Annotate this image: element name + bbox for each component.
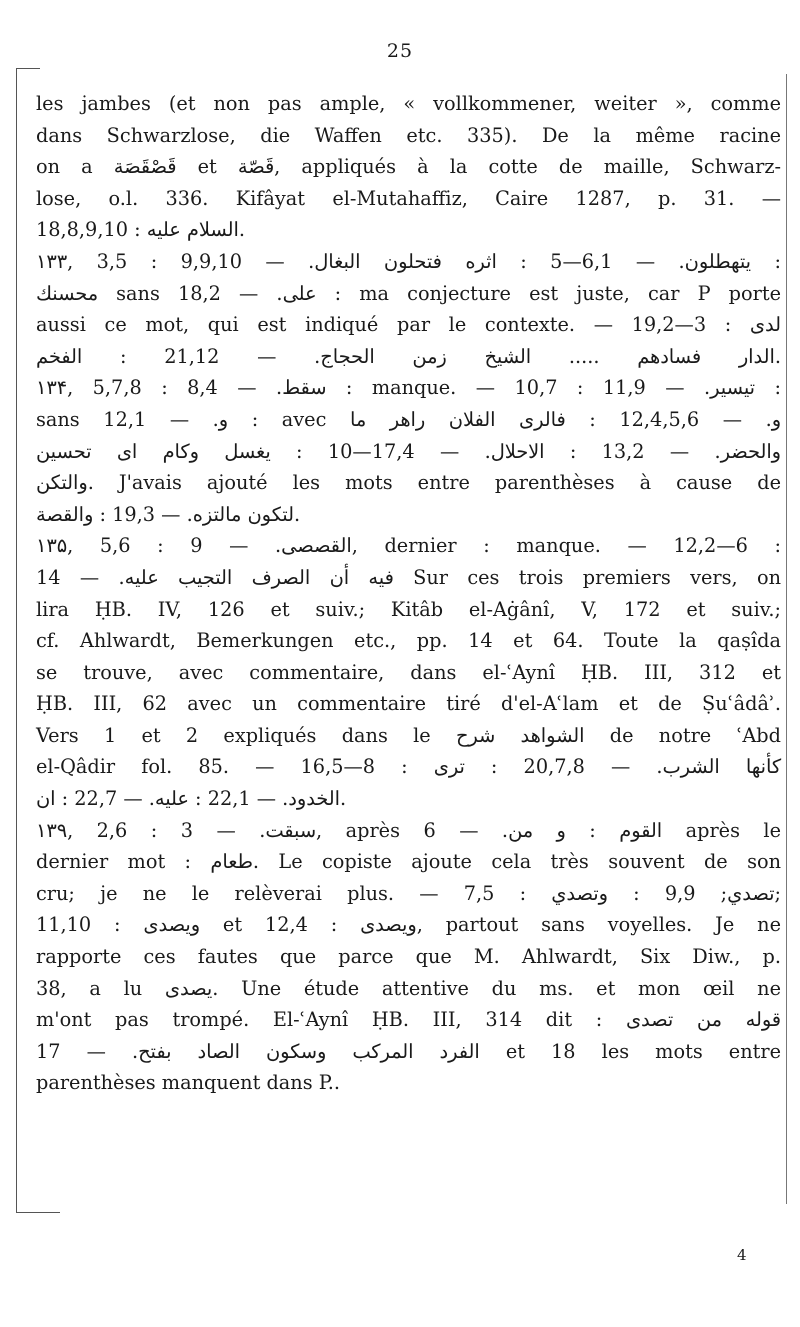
text-line: lira ḤB. IV, 126 et suiv.; Kitâb el-Aġânî, V, 172 et suiv.; bbox=[36, 597, 781, 621]
text-line: aussi ce mot, qui est indiqué par le contexte. — 19,2—3 : ﻟﺪﻯ bbox=[36, 313, 781, 337]
signature-mark: 4 bbox=[737, 1246, 747, 1264]
text-line: ﺍﻟﺪﺍﺭ ﻓﺴﺎﺩﻫﻢ ..... ﺍﻟﺸﻴﺦ ﺯﻣﻦ ﺍﻟﺤﺠﺎﺝ. — 21,12 : ﺍﻟﻔﺨﻢ. bbox=[36, 344, 781, 368]
text-line: 11,10 : ﻭﻳﺼﺪﻯ et 12,4 : ﻭﻳﺼﺪﻯ, partout sans voyelles. Je ne bbox=[36, 913, 781, 937]
text-line: dans Schwarzlose, die Waffen etc. 335). De la même racine bbox=[36, 123, 781, 147]
text-line: ﺍﻟﻔﺮﺩ ﺍﻟﻤﺮﻛﺐ ﻭﺳﻜﻮﻥ ﺍﻟﺼﺎﺩ ﺑﻔﺘﺢ. — 17 et 18 les mots entre bbox=[36, 1039, 781, 1063]
text-line: ﻓﻴﻪ ﺃﻥ ﺍﻟﺼﺮﻑ ﺍﻟﺘﺠﻴﺐ ﻋﻠﻴﻪ. — 14 Sur ces trois premiers vers, on bbox=[36, 565, 781, 589]
text-line: cf. Ahlwardt, Bemerkungen etc., pp. 14 et 64. Toute la qaṣîda bbox=[36, 629, 781, 653]
text-line: dernier mot : ﻃﻌﺎﻡ. Le copiste ajoute cela très souvent de son bbox=[36, 850, 781, 874]
frame-rule-top bbox=[16, 68, 40, 69]
text-line: ﻟﺘﻜﻮﻥ ﻣﺎﻟﺘﺰﻩ. — 19,3 : ﻭﺍﻟﻘﺼﺔ. bbox=[36, 502, 301, 526]
text-line: se trouve, avec commentaire, dans el-ʿAynî ḤB. III, 312 et bbox=[36, 660, 781, 684]
text-line: 18,8,9,10 : ﺍﻟﺴﻼﻡ ﻋﻠﻴﻪ. bbox=[36, 218, 245, 242]
frame-rule-bottom bbox=[16, 1212, 60, 1213]
text-line: cru; je ne le relèverai plus. — 7,5 : ﺗﺼﺪﻱ; 9,9 : ﻭﺗﺼﺪﻱ; bbox=[36, 881, 781, 905]
text-line: 38, a lu ﻳﺼﺪﻯ. Une étude attentive du ms. et mon œil ne bbox=[36, 976, 782, 1000]
text-line: ﻣﺤﺴﻨﻚ sans ﻋﻠﻰ. — 18,2 : ma conjecture est juste, car P porte bbox=[36, 281, 781, 305]
text-line: ۱۳۳, 3,5 : ﻳﺘﻬﻄﻠﻮﻥ. — 6,1—5 : ﺍﺛﺮﻩ ﻓﺘﺤﻠﻮﻥ ﺍﻟﺒﻐﺎﻝ. — 9,9,10 : bbox=[36, 249, 781, 273]
text-line: Vers 1 et 2 expliqués dans le ﺍﻟﺸﻮﺍﻫﺪ ﺷﺮﺡ de notre ʿAbd bbox=[36, 723, 781, 747]
text-line: parenthèses manquent dans P.. bbox=[36, 1071, 341, 1095]
text-line: ۱۳۹, 2,6 : ﺳﺒﻘﺖ. — 3, après ﺍﻟﻘﻮﻡ : ﻭ ﻣﻦ. — 6 après le bbox=[36, 818, 781, 842]
text-line: ﺍﻟﺨﺪﻭﺩ. — 22,1 : ﻋﻠﻴﻪ. — 22,7 : ﺍﻥ. bbox=[36, 787, 347, 811]
frame-rule-right bbox=[786, 74, 787, 1204]
text-line: lose, o.l. 336. Kifâyat el-Mutahaffiz, Caire 1287, p. 31. — bbox=[36, 186, 781, 210]
text-line: el-Qâdir fol. 85. — 16,5—8 : ﻛﺄﻧﻬﺎ ﺍﻟﺸﺮﺏ. — 20,7,8 : ﺗﺮﻯ bbox=[36, 755, 782, 779]
text-line: m'ont pas trompé. El-ʿAynî ḤB. III, 314 dit : ﻗﻮﻟﻪ ﻣﻦ ﺗﺼﺪﻯ bbox=[36, 1008, 782, 1032]
text-line: sans ﻭ. — 12,1 : avec ﻭ. — 12,4,5,6 : ﻓﺎﻟﺮﻯ ﺍﻟﻔﻼﻥ ﺭﺍﻫﺮ ﻣﺎ bbox=[36, 407, 782, 431]
text-line: rapporte ces fautes que parce que M. Ahlwardt, Six Diw., p. bbox=[36, 945, 781, 969]
text-line: ۱۳۴, 5,7,8 : ﺳﻘﻂ. — 8,4 : manque. — 10,7 : ﺗﻴﺴﻴﺮ. — 11,9 : bbox=[36, 376, 781, 400]
frame-rule-left bbox=[16, 68, 17, 1213]
text-body bbox=[36, 88, 781, 1099]
text-line: ḤB. III, 62 avec un commentaire tiré d'el-Aʿlam et de Ṣuʿâdâʾ. bbox=[36, 692, 781, 716]
text-line: les jambes (et non pas ample, « vollkommener, weiter », comme bbox=[36, 92, 781, 115]
text-line: on a ‌ﻗَﺼْﻘَﺼَﺔ et ﻗَﺼّﺔ, appliqués à la cotte de maille, Schwarz- bbox=[36, 155, 782, 179]
page-number: 25 bbox=[386, 40, 414, 62]
text-line: ۱۳۵, 5,6 : ﺍﻟﻘﺼﺼﻰ. — 9, dernier : manque. — 12,2—6 : bbox=[36, 534, 781, 558]
text-line: ﻭﺍﻟﺘﻜﻦ. J'avais ajouté les mots entre parenthèses à cause de bbox=[36, 471, 781, 495]
text-line: ﻭﺍﻟﺤﻀﺮ. — 13,2 : ﺍﻻﺣﻼﻝ. — 17,4—10 : ﻳﻐﺴﻞ ﻭﻛﺎﻡ ﺍﻯ ﺗﺤﺴﻴﻦ bbox=[36, 439, 781, 463]
